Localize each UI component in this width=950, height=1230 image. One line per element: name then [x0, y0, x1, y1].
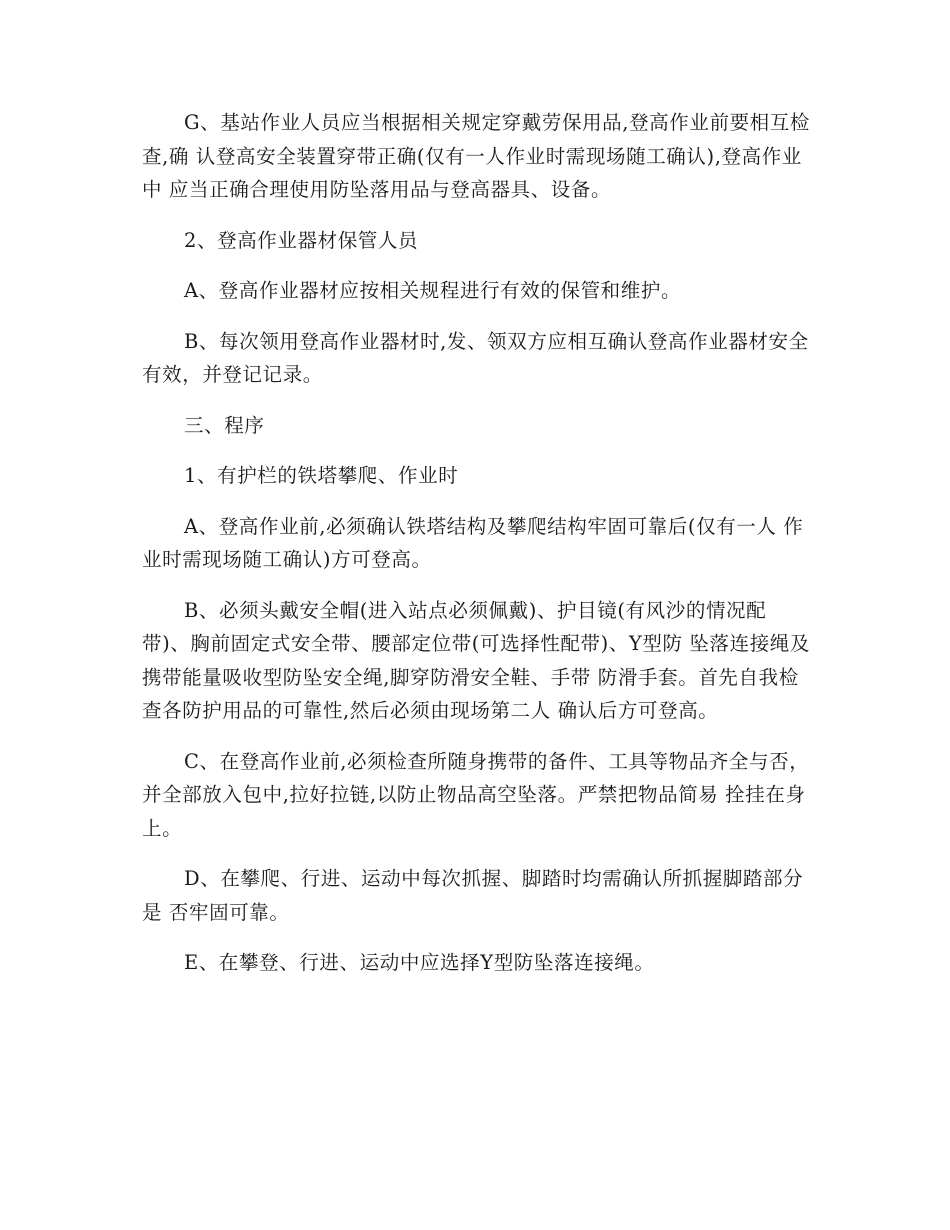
section-heading-procedure: 三、程序 — [184, 413, 265, 437]
paragraph-a-maintenance: A、登高作业器材应按相关规程进行有效的保管和维护。 — [184, 279, 682, 302]
paragraph-g-ppe-check: G、基站作业人员应当根据相关规定穿戴劳保用品,登高作业前要相互检查,确 认登高安全装置穿带正确(仅有一人作业时需现场随工确认),登高作业中 应当正确合理使用防坠落用品与登高器具、设备。 — [142, 111, 810, 201]
paragraph-a-structure-check: A、登高作业前,必须确认铁塔结构及攀爬结构牢固可靠后(仅有一人 作业时需现场随工确认)方可登高。 — [142, 514, 804, 571]
paragraph-b-protective-gear: B、必须头戴安全帽(进入站点必须佩戴)、护目镜(有风沙的情况配 带)、胸前固定式安全带、腰部定位带(可选择性配带)、Y型防 坠落连接绳及携带能量吸收型防坠安全绳,脚穿防滑安全鞋、手带 防滑手套。首先自我检查各防护用品的可靠性,然后必须由现场第二人 确认后方可登高。 — [142, 598, 810, 722]
paragraph-d-grip-check: D、在攀爬、行进、运动中每次抓握、脚踏时均需确认所抓握脚踏部分是 否牢固可靠。 — [142, 867, 804, 924]
paragraph-c-tools-check: C、在登高作业前,必须检查所随身携带的备件、工具等物品齐全与否，并全部放入包中,拉好拉链,以防止物品高空坠落。严禁把物品简易 拴挂在身上。 — [142, 749, 810, 840]
paragraph-2-equipment-keeper: 2、登高作业器材保管人员 — [184, 228, 419, 252]
paragraph-b-checkout: B、每次领用登高作业器材时,发、领双方应相互确认登高作业器材安全有效，并登记记录。 — [142, 329, 809, 386]
paragraph-e-y-lanyard: E、在攀登、行进、运动中应选择Y型防坠落连接绳。 — [184, 951, 655, 974]
paragraph-1-guarded-tower: 1、有护栏的铁塔攀爬、作业时 — [184, 464, 459, 487]
